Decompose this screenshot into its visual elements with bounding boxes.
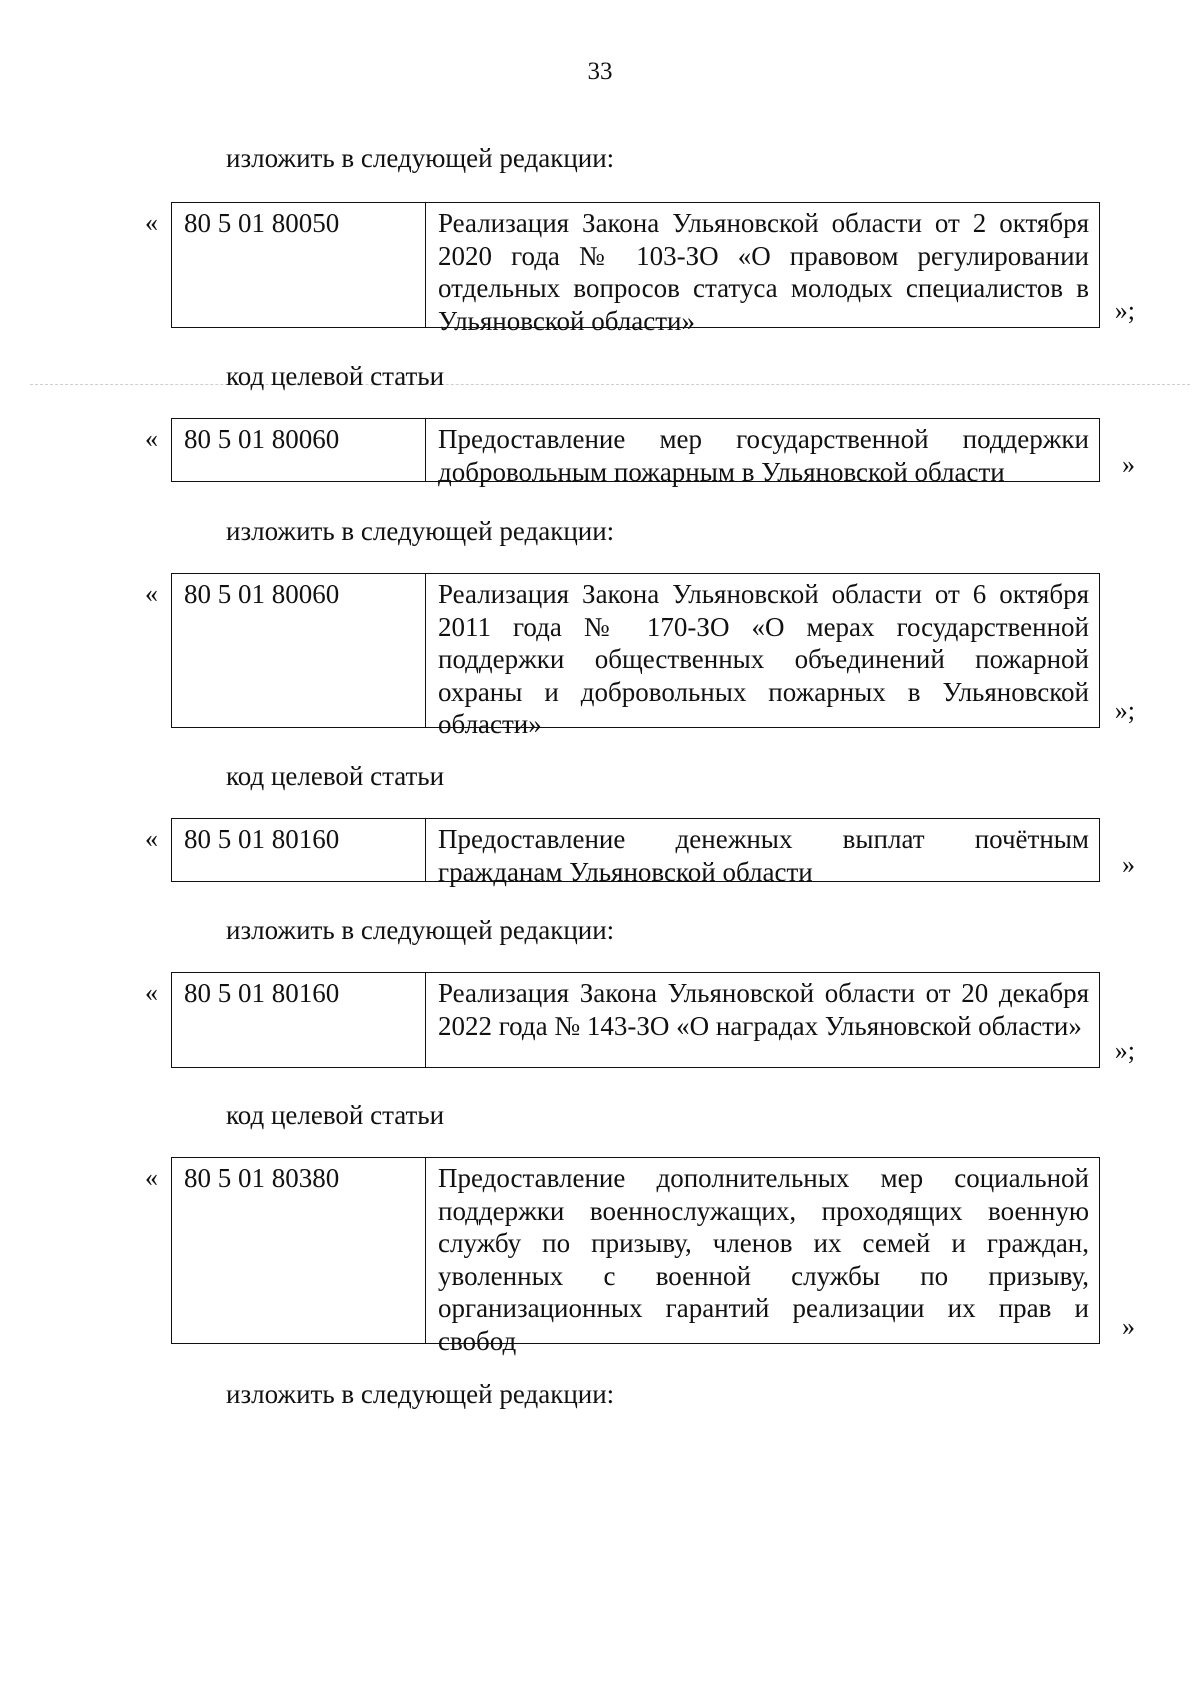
target-code: 80 5 01 80060 [172, 419, 426, 481]
redaction-instruction: изложить в следующей редакции: [226, 915, 615, 945]
open-quote: « [145, 208, 158, 237]
code-table [171, 573, 1100, 739]
target-description: Предоставление дополнительных мер социальной поддержки военнослужащих, проходящих военную службу по призыву, членов их семей и граждан, уволенных с военной службы по призыву, организационных гарантий реализации их прав и свобод [438, 1163, 1089, 1356]
code-table [171, 1157, 1100, 1356]
target-description: Предоставление мер государственной поддержки добровольным пожарным в Ульяновской области [438, 424, 1089, 487]
target-description: Предоставление денежных выплат почётным гражданам Ульяновской области [438, 824, 1089, 887]
code-table-entry [145, 573, 1135, 739]
open-quote: « [145, 424, 158, 453]
open-quote: « [145, 978, 158, 1007]
code-table [171, 418, 1100, 487]
code-table [171, 202, 1100, 336]
close-quote: » [1122, 450, 1135, 479]
close-quote: »; [1114, 1036, 1135, 1065]
target-code: 80 5 01 80060 [172, 574, 426, 727]
code-table [171, 972, 1100, 1068]
target-description: Реализация Закона Ульяновской области от 6 октября 2011 года № 170-ЗО «О мерах государственной поддержки общественных объединений пожарной охраны и добровольных пожарных в Ульяновской области» [438, 579, 1089, 739]
code-table-entry [145, 818, 1135, 887]
target-code: 80 5 01 80160 [172, 973, 426, 1067]
redaction-instruction: изложить в следующей редакции: [226, 516, 615, 546]
redaction-instruction: изложить в следующей редакции: [226, 1379, 615, 1409]
target-code: 80 5 01 80160 [172, 819, 426, 881]
close-quote: » [1122, 1312, 1135, 1341]
page-number: 33 [587, 58, 613, 85]
close-quote: » [1122, 850, 1135, 879]
open-quote: « [145, 824, 158, 853]
code-table-entry [145, 418, 1135, 487]
close-quote: »; [1114, 296, 1135, 325]
scan-artifact [30, 384, 1190, 386]
target-code: 80 5 01 80380 [172, 1158, 426, 1343]
code-label: код целевой статьи [226, 1100, 445, 1130]
close-quote: »; [1114, 696, 1135, 725]
code-table-entry [145, 1157, 1135, 1356]
code-label: код целевой статьи [226, 761, 445, 791]
code-table-entry [145, 202, 1135, 336]
code-label: код целевой статьи [226, 361, 445, 391]
target-description: Реализация Закона Ульяновской области от 20 декабря 2022 года № 143-ЗО «О наградах Ульяновской области» [438, 978, 1089, 1041]
open-quote: « [145, 579, 158, 608]
code-table-entry [145, 972, 1135, 1068]
target-code: 80 5 01 80050 [172, 203, 426, 327]
target-description: Реализация Закона Ульяновской области от 2 октября 2020 года № 103-ЗО «О правовом регулировании отдельных вопросов статуса молодых специалистов в Ульяновской области» [438, 208, 1089, 336]
code-table [171, 818, 1100, 887]
redaction-instruction: изложить в следующей редакции: [226, 143, 615, 173]
open-quote: « [145, 1163, 158, 1192]
